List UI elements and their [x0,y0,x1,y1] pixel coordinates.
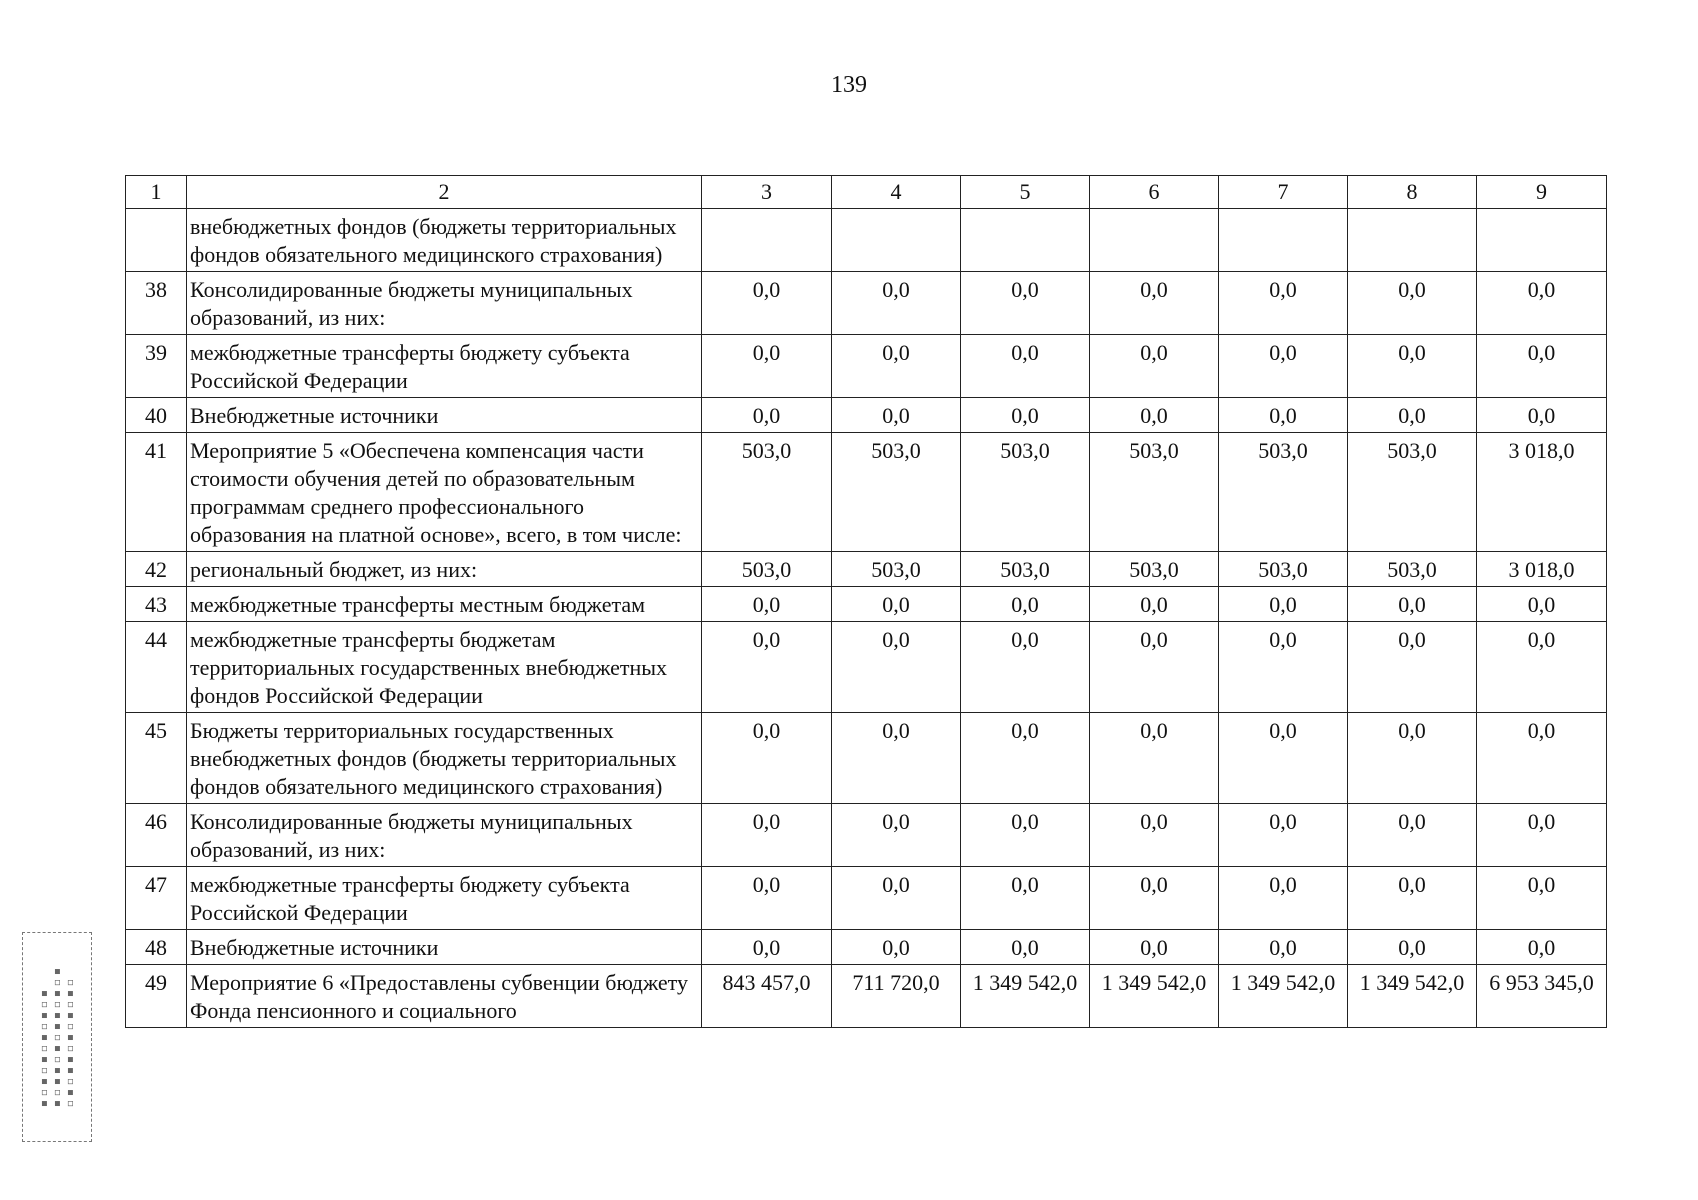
value-cell-col-6: 0,0 [1090,867,1219,930]
value-cell-col-6: 503,0 [1090,433,1219,552]
value-cell-col-9: 0,0 [1477,398,1607,433]
column-number-2: 2 [187,176,702,209]
value-cell-col-9: 6 953 345,0 [1477,965,1607,1028]
value-cell-col-6: 0,0 [1090,398,1219,433]
value-cell-col-3: 0,0 [702,272,832,335]
table-row [126,804,1607,867]
value-cell-col-3: 0,0 [702,622,832,713]
value-cell-col-4: 0,0 [832,930,961,965]
value-cell-col-8: 0,0 [1348,398,1477,433]
table-row [126,965,1607,1028]
table-row [126,209,1607,272]
value-cell-col-4: 0,0 [832,622,961,713]
table-row [126,433,1607,552]
value-cell-col-5: 503,0 [961,552,1090,587]
value-cell-col-8: 0,0 [1348,587,1477,622]
row-name: внебюджетных фондов (бюджеты территориальных фондов обязательного медицинского страхования) [187,209,702,272]
value-cell-col-6: 1 349 542,0 [1090,965,1219,1028]
value-cell-col-7: 0,0 [1219,335,1348,398]
table-row [126,587,1607,622]
column-number-1: 1 [126,176,187,209]
value-cell-col-7: 503,0 [1219,433,1348,552]
value-cell-col-5: 0,0 [961,587,1090,622]
page-number: 139 [831,72,867,98]
value-cell-col-7: 1 349 542,0 [1219,965,1348,1028]
row-number [126,209,187,272]
value-cell-col-6: 0,0 [1090,272,1219,335]
value-cell-col-4: 0,0 [832,713,961,804]
value-cell-col-3: 0,0 [702,930,832,965]
value-cell-col-3: 503,0 [702,552,832,587]
value-cell-col-7 [1219,209,1348,272]
budget-table [125,175,1607,1028]
value-cell-col-8 [1348,209,1477,272]
table-row [126,398,1607,433]
column-number-8: 8 [1348,176,1477,209]
value-cell-col-9: 0,0 [1477,587,1607,622]
value-cell-col-3: 503,0 [702,433,832,552]
row-number: 46 [126,804,187,867]
column-number-9: 9 [1477,176,1607,209]
value-cell-col-9: 3 018,0 [1477,433,1607,552]
value-cell-col-6: 0,0 [1090,713,1219,804]
value-cell-col-9: 0,0 [1477,713,1607,804]
value-cell-col-4: 0,0 [832,272,961,335]
value-cell-col-5: 0,0 [961,622,1090,713]
row-name: Внебюджетные источники [187,930,702,965]
row-name: Консолидированные бюджеты муниципальных образований, из них: [187,272,702,335]
table-row [126,930,1607,965]
value-cell-col-8: 0,0 [1348,622,1477,713]
row-number: 47 [126,867,187,930]
value-cell-col-7: 0,0 [1219,867,1348,930]
column-number-7: 7 [1219,176,1348,209]
value-cell-col-3: 0,0 [702,587,832,622]
row-number: 42 [126,552,187,587]
row-number: 41 [126,433,187,552]
value-cell-col-7: 0,0 [1219,272,1348,335]
table-row [126,552,1607,587]
value-cell-col-4: 0,0 [832,335,961,398]
value-cell-col-9 [1477,209,1607,272]
table-header-row [126,176,1607,209]
value-cell-col-7: 0,0 [1219,804,1348,867]
row-number: 48 [126,930,187,965]
value-cell-col-5: 0,0 [961,867,1090,930]
value-cell-col-5 [961,209,1090,272]
column-number-4: 4 [832,176,961,209]
value-cell-col-3: 0,0 [702,335,832,398]
column-number-3: 3 [702,176,832,209]
table-row [126,272,1607,335]
value-cell-col-4: 0,0 [832,804,961,867]
value-cell-col-5: 0,0 [961,713,1090,804]
value-cell-col-8: 0,0 [1348,930,1477,965]
row-number: 39 [126,335,187,398]
value-cell-col-5: 1 349 542,0 [961,965,1090,1028]
value-cell-col-7: 0,0 [1219,930,1348,965]
row-name: региональный бюджет, из них: [187,552,702,587]
value-cell-col-5: 0,0 [961,272,1090,335]
value-cell-col-5: 0,0 [961,335,1090,398]
row-name: Бюджеты территориальных государственных внебюджетных фондов (бюджеты территориальных фондов обязательного медицинского страхования) [187,713,702,804]
value-cell-col-7: 0,0 [1219,713,1348,804]
column-number-5: 5 [961,176,1090,209]
value-cell-col-8: 0,0 [1348,804,1477,867]
value-cell-col-9: 0,0 [1477,867,1607,930]
value-cell-col-3: 0,0 [702,398,832,433]
table-row [126,335,1607,398]
row-number: 40 [126,398,187,433]
column-number-6: 6 [1090,176,1219,209]
value-cell-col-4: 711 720,0 [832,965,961,1028]
row-name: Мероприятие 6 «Предоставлены субвенции бюджету Фонда пенсионного и социального [187,965,702,1028]
row-name: межбюджетные трансферты бюджету субъекта Российской Федерации [187,335,702,398]
value-cell-col-8: 1 349 542,0 [1348,965,1477,1028]
row-name: Внебюджетные источники [187,398,702,433]
value-cell-col-4: 503,0 [832,433,961,552]
value-cell-col-7: 503,0 [1219,552,1348,587]
row-name: межбюджетные трансферты местным бюджетам [187,587,702,622]
value-cell-col-3: 843 457,0 [702,965,832,1028]
value-cell-col-3: 0,0 [702,804,832,867]
value-cell-col-9: 3 018,0 [1477,552,1607,587]
row-number: 43 [126,587,187,622]
value-cell-col-8: 0,0 [1348,713,1477,804]
row-name: Мероприятие 5 «Обеспечена компенсация части стоимости обучения детей по образовательным программам среднего профессионального образования на платной основе», всего, в том числе: [187,433,702,552]
row-name: Консолидированные бюджеты муниципальных образований, из них: [187,804,702,867]
table-row [126,622,1607,713]
value-cell-col-3: 0,0 [702,867,832,930]
row-number: 44 [126,622,187,713]
row-name: межбюджетные трансферты бюджету субъекта Российской Федерации [187,867,702,930]
value-cell-col-5: 503,0 [961,433,1090,552]
value-cell-col-6: 0,0 [1090,587,1219,622]
value-cell-col-9: 0,0 [1477,272,1607,335]
value-cell-col-9: 0,0 [1477,804,1607,867]
value-cell-col-8: 503,0 [1348,433,1477,552]
value-cell-col-5: 0,0 [961,804,1090,867]
value-cell-col-5: 0,0 [961,398,1090,433]
value-cell-col-5: 0,0 [961,930,1090,965]
value-cell-col-8: 0,0 [1348,272,1477,335]
row-name: межбюджетные трансферты бюджетам территориальных государственных внебюджетных фондов Российской Федерации [187,622,702,713]
row-number: 45 [126,713,187,804]
value-cell-col-6: 0,0 [1090,622,1219,713]
table-row [126,713,1607,804]
table-row [126,867,1607,930]
document-stamp [22,932,92,1142]
value-cell-col-8: 0,0 [1348,335,1477,398]
value-cell-col-4 [832,209,961,272]
row-number: 49 [126,965,187,1028]
value-cell-col-4: 503,0 [832,552,961,587]
value-cell-col-6: 0,0 [1090,804,1219,867]
value-cell-col-7: 0,0 [1219,398,1348,433]
value-cell-col-8: 0,0 [1348,867,1477,930]
stamp-text-lines: ▪▫▪▫▪▫▪▫▪▫▪ ▪▫▪▪▫▪▫▪▪▫▪▫▪ ▫▪▫▪▪▫▪▫▪▫▪▫ [38,965,76,1109]
value-cell-col-6: 0,0 [1090,930,1219,965]
value-cell-col-3: 0,0 [702,713,832,804]
value-cell-col-9: 0,0 [1477,622,1607,713]
row-number: 38 [126,272,187,335]
value-cell-col-6 [1090,209,1219,272]
value-cell-col-8: 503,0 [1348,552,1477,587]
value-cell-col-9: 0,0 [1477,930,1607,965]
value-cell-col-6: 0,0 [1090,335,1219,398]
value-cell-col-3 [702,209,832,272]
value-cell-col-9: 0,0 [1477,335,1607,398]
value-cell-col-4: 0,0 [832,587,961,622]
value-cell-col-6: 503,0 [1090,552,1219,587]
value-cell-col-4: 0,0 [832,867,961,930]
value-cell-col-7: 0,0 [1219,622,1348,713]
value-cell-col-4: 0,0 [832,398,961,433]
value-cell-col-7: 0,0 [1219,587,1348,622]
